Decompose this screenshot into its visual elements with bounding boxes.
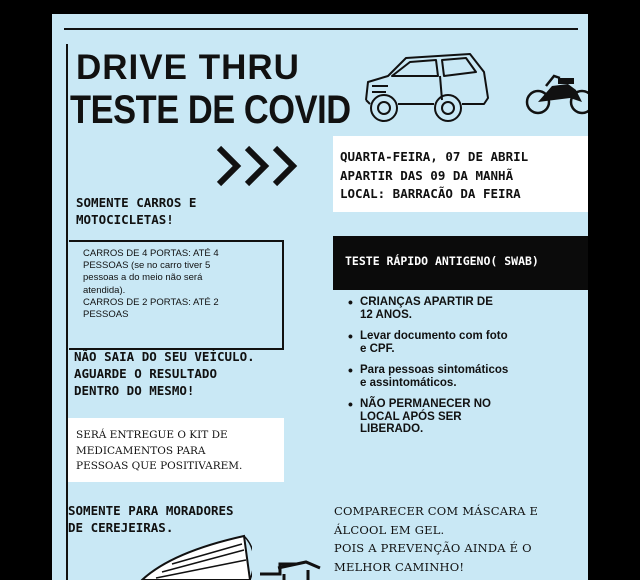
requirement-line: Levar documento com foto (360, 330, 508, 342)
closing-line-2: ÁLCOOL EM GEL. (334, 522, 445, 537)
requirement-item (348, 296, 580, 321)
schedule-location: LOCAL: BARRACÃO DA FEIRA (340, 186, 521, 201)
kit-line-2: MEDICAMENTOS PARA (76, 444, 206, 457)
stay-line-1: NÃO SAIA DO SEU VEÍCULO. (74, 349, 255, 364)
bullet-icon: • (348, 362, 353, 378)
top-divider (64, 28, 578, 30)
requirement-line: Para pessoas sintomáticos (360, 364, 509, 376)
vehicle-rule-line: PESSOAS (83, 309, 129, 321)
requirement-line: CRIANÇAS APARTIR DE (360, 296, 493, 308)
stay-in-vehicle-notice (74, 348, 255, 399)
requirement-item (348, 398, 580, 436)
car-icon (358, 42, 494, 128)
title-line-2: TESTE DE COVID (70, 88, 351, 132)
closing-message (334, 502, 584, 576)
vehicle-rule-line: CARROS DE 4 PORTAS: ATÉ 4 (83, 248, 219, 259)
test-type-banner: TESTE RÁPIDO ANTIGENO( SWAB) (333, 236, 588, 290)
bullet-icon: • (348, 294, 353, 310)
vehicle-rule-line: PESSOAS (se no carro tiver 5 (83, 260, 211, 272)
vehicles-heading-line-2: MOTOCICLETAS! (76, 212, 174, 227)
kit-line-3: PESSOAS QUE POSITIVAREM. (76, 460, 243, 472)
sanitizer-bottle-icon (256, 554, 326, 580)
requirement-line: LOCAL APÓS SER (360, 410, 462, 423)
triple-chevron-icon (215, 144, 300, 188)
requirement-item (348, 364, 580, 389)
left-divider (66, 44, 68, 580)
closing-line-3: POIS A PREVENÇÃO AINDA É O (334, 541, 532, 555)
vehicles-heading (76, 194, 196, 228)
requirement-line: e assintomáticos. (360, 376, 457, 389)
residents-line-2: DE CEREJEIRAS. (68, 520, 174, 535)
requirement-line: LIBERADO. (360, 423, 424, 435)
schedule-time: APARTIR DAS 09 DA MANHÃ (340, 167, 514, 183)
requirement-line: 12 ANOS. (360, 308, 412, 321)
bullet-icon: • (348, 396, 353, 412)
schedule-box (333, 136, 588, 212)
requirement-line: e CPF. (360, 342, 395, 355)
vehicles-heading-line-1: SOMENTE CARROS E (76, 195, 197, 210)
vehicle-rule-line: pessoas a do meio não será (83, 272, 203, 284)
poster (52, 14, 588, 580)
schedule-date: QUARTA-FEIRA, 07 DE ABRIL (340, 149, 529, 164)
motorcycle-icon (524, 64, 588, 122)
medication-kit-box (68, 418, 284, 482)
closing-line-1: COMPARECER COM MÁSCARA E (334, 504, 539, 518)
vehicle-rule-line: atendida). (83, 284, 126, 296)
title-line-1: DRIVE THRU (76, 48, 300, 87)
requirement-item (348, 330, 580, 355)
stay-line-2: AGUARDE O RESULTADO (74, 366, 217, 381)
face-mask-icon (132, 522, 252, 580)
bullet-icon: • (348, 328, 353, 344)
vehicle-rule-line: CARROS DE 2 PORTAS: ATÉ 2 (83, 296, 219, 308)
kit-line-1: SERÁ ENTREGUE O KIT DE (76, 429, 228, 441)
residents-line-1: SOMENTE PARA MORADORES (68, 503, 234, 518)
vehicle-rules-box (69, 240, 284, 350)
requirements-list (348, 296, 580, 445)
requirement-line: NÃO PERMANECER NO (360, 398, 491, 410)
stay-line-3: DENTRO DO MESMO! (74, 383, 195, 398)
closing-line-4: MELHOR CAMINHO! (334, 559, 465, 574)
